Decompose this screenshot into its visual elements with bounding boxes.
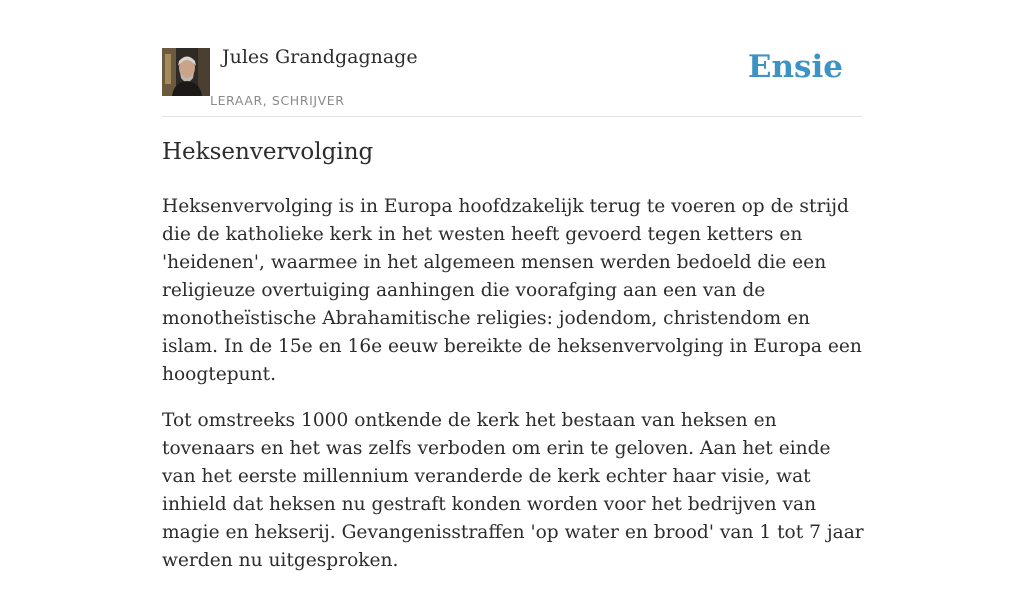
author-role: LERAAR, SCHRIJVER <box>210 93 345 108</box>
avatar-photo-icon <box>162 48 210 96</box>
brand-logo[interactable]: Ensie <box>747 49 843 85</box>
author-avatar[interactable] <box>162 48 210 96</box>
author-header <box>162 46 862 117</box>
article-title: Heksenvervolging <box>162 139 374 165</box>
article-paragraph: Tot omstreeks 1000 ontkende de kerk het bestaan van heksen en tovenaars en het was zelfs verboden om erin te geloven. Aan het einde van het eerste millennium veranderde de kerk echter haar visie, wat inhield dat heksen nu gestraft konden worden voor het bedrijven van magie en hekserij. Gevangenisstraffen 'op water en brood' van 1 tot 7 jaar werden nu uitgesproken. <box>162 410 864 571</box>
article-paragraph: Heksenvervolging is in Europa hoofdzakelijk terug te voeren op de strijd die de katholieke kerk in het westen heeft gevoerd tegen ketters en 'heidenen', waarmee in het algemeen mensen werden bedoeld die een religieuze overtuiging aanhingen die voorafging aan een van de monotheïstische Abrahamitische religies: jodendom, christendom en islam. In de 15e en 16e eeuw bereikte de heksenvervolging in Europa een hoogtepunt. <box>162 196 862 385</box>
article-body <box>162 193 868 593</box>
author-name[interactable]: Jules Grandgagnage <box>222 46 418 68</box>
